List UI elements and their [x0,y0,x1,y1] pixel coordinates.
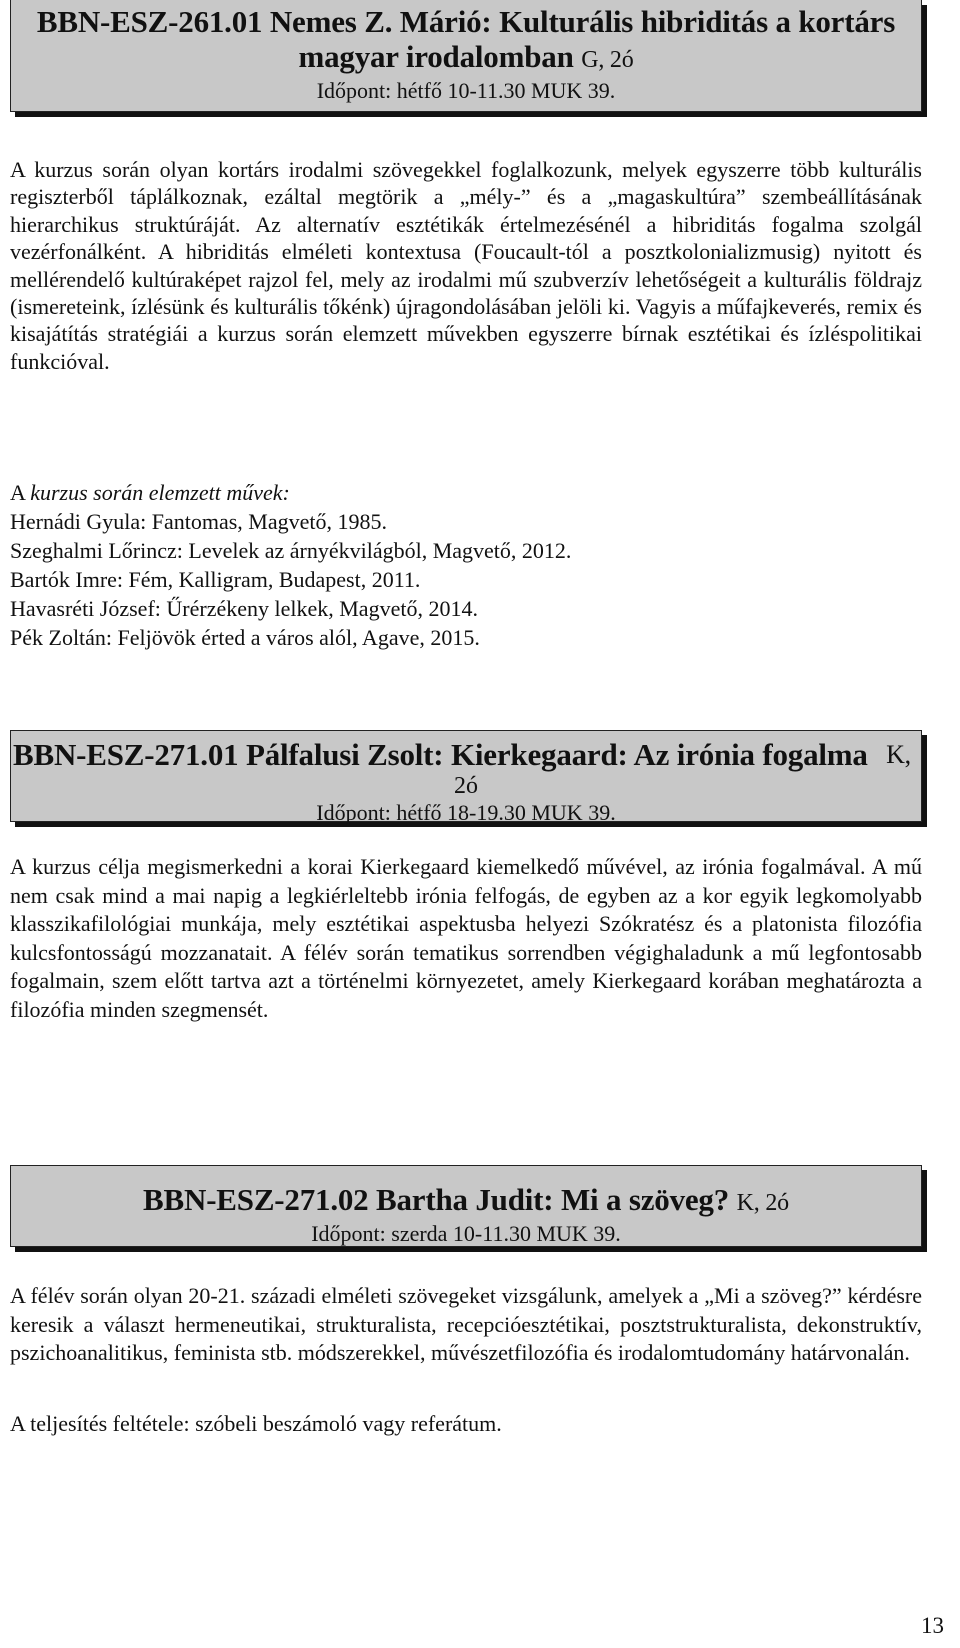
course-2-title [11,737,921,772]
course-header-box-1 [10,0,922,112]
course-3-requirement: A teljesítés feltétele: szóbeli beszámoló vagy referátum. [10,1411,502,1436]
work-item: Pék Zoltán: Feljövök érted a város alól, Agave, 2015. [10,625,480,650]
course-2-description: A kurzus célja megismerkedni a korai Kierkegaard kiemelkedő művével, az irónia fogalmával. A mű nem csak mind a mai napig a legkiérleltebb irónia felfogás, de egyben az a kor egyik legkomolyabb klasszikafilológiai munkája, mely esztétikai aspektusba helyezi Szókratész és a platonista filozófia kulcsfontosságú mozzanatait. A félév során tematikus sorrendben végighaladunk a mű legfontosabb fogalmain, szem előtt tartva azt a történelmi környezetet, amely Kierkegaard korában meghatározta a filozófia minden szegmensét. [10,854,922,1022]
works-label-text: kurzus során elemzett művek: [30,480,290,505]
course-2-credit-part2: 2ó [454,773,478,799]
course-header-box-3 [10,1165,922,1247]
work-item: Havasréti József: Űrérzékeny lelkek, Magvető, 2014. [10,596,478,621]
work-item: Szeghalmi Lőrincz: Levelek az árnyékvilágból, Magvető, 2012. [10,538,572,563]
course-1-title [11,4,921,39]
course-3-credit: K, 2ó [736,1190,789,1216]
course-1-code-title: BBN-ESZ-261.01 Nemes Z. Márió: Kulturális hibriditás a kortárs [36,4,896,39]
course-1-time: Időpont: hétfő 10-11.30 MUK 39. [316,78,616,103]
course-1-description: A kurzus során olyan kortárs irodalmi szövegekkel foglalkozunk, melyek egyszerre több kulturális regiszterből táplálkoznak, ezáltal megtörik a „mély-” és a „magaskultúra” szembeállításának hierarchikus struktúráját. Az alternatív esztétikák értelmezésénél a hibriditás fogalma szolgál vezérfonálként. A hibriditás elméleti kontextusa (Foucault-tól a posztkolonializmusig) nyitott és mellérendelő kultúraképet rajzol fel, mely az irodalmi mű szubverzív lehetőségeit a kulturális földrajz (ismereteink, ízlésünk és kulturális tőkénk) újragondolásában jelöli ki. Vagyis a műfajkeverés, remix és kisajátítás stratégiái a kurzus során elemzett művekben egyszerre bírnak esztétikai és ízléspolitikai funkcióval. [10,157,922,374]
course-1-credit: G, 2ó [581,47,634,73]
course-3-time: Időpont: szerda 10-11.30 MUK 39. [311,1221,621,1246]
work-item: Bartók Imre: Fém, Kalligram, Budapest, 2011. [10,567,421,592]
course-2-code-title: BBN-ESZ-271.01 Pálfalusi Zsolt: Kierkegaard: Az irónia fogalma [13,737,868,772]
course-3-title [11,1182,921,1221]
course-header-box-2 [10,730,922,825]
work-item: Hernádi Gyula: Fantomas, Magvető, 1985. [10,509,387,534]
course-3-code-title: BBN-ESZ-271.02 Bartha Judit: Mi a szöveg? [143,1182,730,1217]
course-1-works-list [10,478,922,652]
course-1-code-title-cont: magyar irodalomban [298,39,574,74]
works-label-prefix: A [10,480,25,505]
course-2-credit-part1: K, [886,740,911,769]
course-1-title-cont [11,39,921,78]
page-number: 13 [921,1613,944,1638]
course-2-time: Időpont: hétfő 18-19.30 MUK 39. [316,800,616,825]
works-label [10,478,922,507]
course-3-description: A félév során olyan 20-21. századi elméleti szövegeket vizsgálunk, amelyek a „Mi a szöveg?” kérdésre keresik a választ hermeneutikai, strukturalista, recepcióesztétikai, posztstrukturalista, dekonstruktív, pszichoanalitikus, feminista stb. módszerekkel, művészetfilozófia és irodalomtudomány határvonalán. [10,1283,922,1366]
